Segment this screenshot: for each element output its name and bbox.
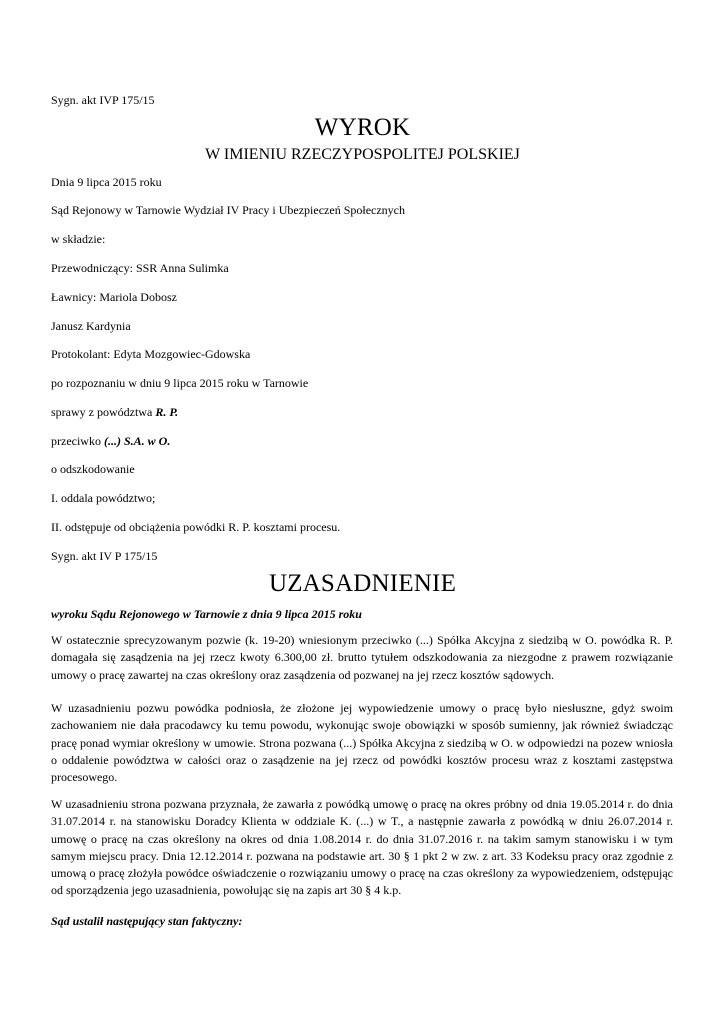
- lay-judge: Janusz Kardynia: [51, 319, 131, 333]
- verdict-date: Dnia 9 lipca 2015 roku: [51, 175, 162, 189]
- verdict-title: WYROK: [314, 114, 411, 141]
- claimant-line: [51, 405, 178, 419]
- lay-judge: Ławnicy: Mariola Dobosz: [51, 290, 177, 304]
- case-subject: o odszkodowanie: [51, 462, 135, 476]
- justification-title: UZASADNIENIE: [268, 570, 457, 597]
- case-reference: Sygn. akt IV P 175/15: [51, 549, 158, 563]
- body-paragraph: W uzasadnieniu pozwu powódka podniosła, że złożone jej wypowiedzenie umowy o pracę było niesłuszne, gdyż swoim zachowaniem nie dała pracodawcy ku temu powodu, wykonując swoje obowiązki w sposób sumienny, jak również świadcząc pracę ponad wymiar określony w umowie. Strona pozwana (...) Spółka Akcyjna z siedzibą w O. w odpowiedzi na pozew wniosła o oddalenie powództwa w całości oraz o zasądzenie na jej rzecz od powódki kosztów procesu wraz z kosztami zastępstwa procesowego.: [51, 701, 673, 785]
- against-prefix: przeciwko: [51, 434, 104, 448]
- justification-subtitle: wyroku Sądu Rejonowego w Tarnowie z dnia 9 lipca 2015 roku: [51, 607, 362, 621]
- claim-prefix: sprawy z powództwa: [51, 405, 156, 419]
- defendant-line: [51, 434, 170, 448]
- body-paragraph: W ostatecznie sprecyzowanym pozwie (k. 19-20) wniesionym przeciwko (...) Spółka Akcyjna z siedzibą w O. powódka R. P. domagała się zasądzenia na jej rzecz kwoty 6.300,00 zł. brutto tytułem odszkodowania za niezgodne z prawem rozwiązanie umowy o pracę zawartej na czas określony oraz zasądzenia od pozwanej na jej rzecz kosztów sądowych.: [51, 633, 673, 682]
- hearing-info: po rozpoznaniu w dniu 9 lipca 2015 roku w Tarnowie: [51, 376, 309, 390]
- ruling-point: I. oddala powództwo;: [51, 491, 156, 505]
- defendant-name: (...) S.A. w O.: [103, 434, 171, 448]
- case-reference: Sygn. akt IVP 175/15: [51, 93, 155, 107]
- composition-label: w składzie:: [51, 232, 106, 246]
- body-paragraph: W uzasadnieniu strona pozwana przyznała, że zawarła z powódką umowę o pracę na okres próbny od dnia 19.05.2014 r. do dnia 31.07.2014 r. na stanowisku Doradcy Klienta w oddziale K. (...) w T., a następnie zawarła z powódką w dniu 26.07.2014 r. umowę o pracę na czas określony na okres od dnia 1.08.2014 r. do dnia 31.07.2016 r. na takim samym stanowisku i w tym samym miejscu pracy. Dnia 12.12.2014 r. pozwana na podstawie art. 30 § 1 pkt 2 w zw. z art. 33 Kodeksu pracy oraz zgodnie z umową o pracę złożyła powódce oświadczenie o rozwiązaniu umowy o pracę na czas określony za wypowiedzeniem, odstępując od sporządzenia jego uzasadnienia, powołując się na zapis art 30 § 4 k.p.: [51, 797, 673, 898]
- claimant-name: R. P.: [155, 405, 179, 419]
- ruling-point: II. odstępuje od obciążenia powódki R. P. kosztami procesu.: [51, 520, 341, 534]
- court-name: Sąd Rejonowy w Tarnowie Wydział IV Pracy i Ubezpieczeń Społecznych: [51, 203, 405, 217]
- presiding-judge: Przewodniczący: SSR Anna Sulimka: [51, 261, 229, 275]
- section-heading: Sąd ustalił następujący stan faktyczny:: [51, 914, 243, 928]
- verdict-subtitle: W IMIENIU RZECZYPOSPOLITEJ POLSKIEJ: [205, 146, 520, 163]
- court-clerk: Protokolant: Edyta Mozgowiec-Gdowska: [51, 347, 251, 361]
